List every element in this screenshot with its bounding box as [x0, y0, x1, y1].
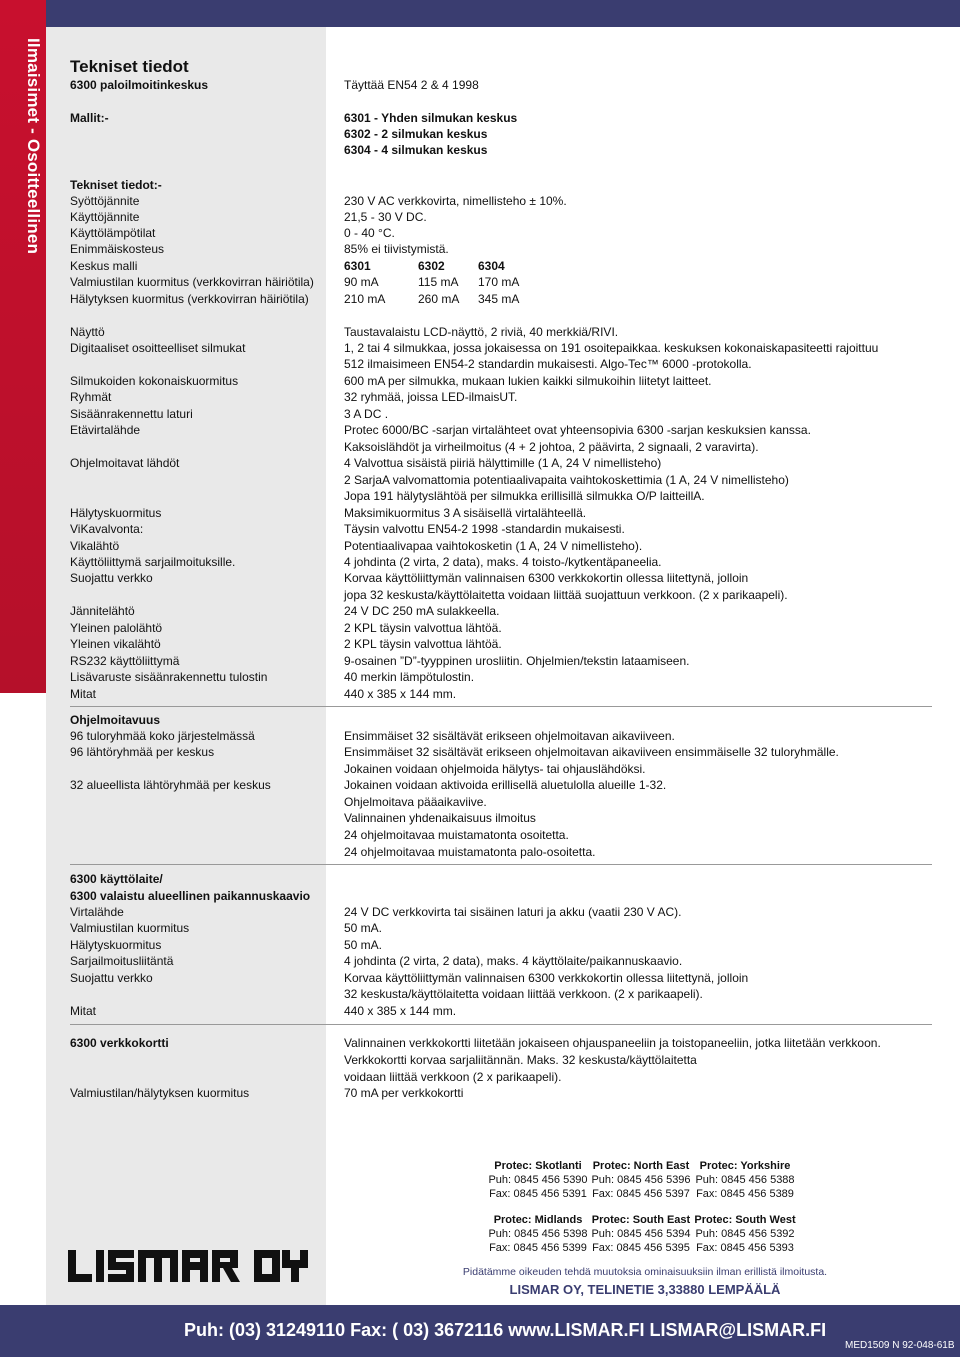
network-label: Valmiustilan/hälytyksen kuormitus: [70, 1086, 250, 1100]
feature-value: 24 V DC 250 mA sulakkeella.: [344, 604, 500, 618]
lismar-logo: [68, 1248, 308, 1284]
feature-label: Digitaaliset osoitteelliset silmukat: [70, 341, 246, 355]
contact-block: [586, 1213, 696, 1255]
model-col: 6301: [344, 259, 371, 273]
programming-value: Ohjelmoitava pääaikaviive.: [344, 795, 487, 809]
feature-label: Vikalähtö: [70, 539, 120, 553]
feature-label: ViKavalvonta:: [70, 522, 144, 536]
programming-value: 24 ohjelmoitavaa muistamatonta osoitetta.: [344, 828, 569, 842]
feature-label: Ryhmät: [70, 390, 112, 404]
contact-name: Protec: Midlands: [493, 1214, 583, 1226]
divider: [70, 1024, 932, 1025]
contact-phone: Puh: 0845 456 5396: [591, 1174, 691, 1186]
feature-value: 600 mA per silmukka, mukaan lukien kaikki silmukoihin liitetyt laitteet.: [344, 374, 712, 388]
programming-label: 96 lähtöryhmää per keskus: [70, 745, 215, 759]
feature-value: 2 KPL täysin valvottua lähtöä.: [344, 621, 502, 635]
terminal-value: 24 V DC verkkovirta tai sisäinen laturi ja akku (vaatii 230 V AC).: [344, 905, 682, 919]
terminal-label: Virtalähde: [70, 905, 124, 919]
network-value: 70 mA per verkkokortti: [344, 1086, 464, 1100]
programming-value: Jokainen voidaan aktivoida erillisellä aluetulolla alueille 1-32.: [344, 778, 667, 792]
contact-fax: Fax: 0845 456 5395: [592, 1242, 690, 1254]
page-title: Tekniset tiedot: [70, 57, 189, 76]
feature-value: jopa 32 keskusta/käyttölaitetta voidaan liittää suojattuun verkkoon. (2 x parikaapeli).: [344, 588, 788, 602]
contact-name: Protec: North East: [592, 1160, 690, 1172]
tech-label: Käyttöjännite: [70, 210, 140, 224]
feature-value: 9-osainen ”D”-tyyppinen urosliitin. Ohjelmien/tekstin lataamiseen.: [344, 654, 690, 668]
programming-heading: Ohjelmoitavuus: [70, 713, 161, 727]
model-row-label: Keskus malli: [70, 259, 138, 273]
network-heading: 6300 verkkokortti: [70, 1036, 169, 1050]
feature-label: Käyttöliittymä sarjailmoituksille.: [70, 555, 236, 569]
divider: [70, 864, 932, 865]
contact-fax: Fax: 0845 456 5391: [489, 1188, 587, 1200]
tech-label: Syöttöjännite: [70, 194, 140, 208]
feature-label: Mitat: [70, 687, 97, 701]
feature-value: Potentiaalivapaa vaihtokosketin (1 A, 24 V nimellisteho).: [344, 539, 643, 553]
standard-text: Täyttää EN54 2 & 4 1998: [344, 78, 479, 92]
programming-value: Ensimmäiset 32 sisältävät erikseen ohjelmoitavan aikaviiveen.: [344, 729, 675, 743]
terminal-heading: 6300 käyttölaite/: [70, 872, 163, 886]
programming-label: 96 tuloryhmää koko järjestelmässä: [70, 729, 255, 743]
contact-phone: Puh: 0845 456 5390: [488, 1174, 588, 1186]
model-item: 6304 - 4 silmukan keskus: [344, 143, 488, 157]
programming-value: 24 ohjelmoitavaa muistamatonta palo-osoitetta.: [344, 845, 596, 859]
contact-phone: Puh: 0845 456 5398: [488, 1228, 588, 1240]
terminal-value: Korvaa käyttöliittymän valinnaisen 6300 verkkokortin ollessa liitettynä, jolloin: [344, 971, 749, 985]
network-value: Valinnainen verkkokortti liitetään jokaiseen ohjauspaneeliin ja toistopaneeliin, jotka liitetään verkkoon.: [344, 1036, 881, 1050]
disclaimer: Pidätämme oikeuden tehdä muutoksia ominaisuuksiin ilman erillistä ilmoitusta.: [462, 1266, 828, 1278]
company-address: LISMAR OY, TELINETIE 3,33880 LEMPÄÄLÄ: [509, 1282, 781, 1297]
contact-block: [483, 1213, 593, 1255]
document-code: MED1509 N 92-048-61B: [845, 1340, 955, 1351]
contact-phone: Puh: 0845 456 5388: [695, 1174, 795, 1186]
divider: [70, 706, 932, 707]
model-item: 6301 - Yhden silmukan keskus: [344, 111, 518, 125]
terminal-label: Valmiustilan kuormitus: [70, 921, 190, 935]
feature-value: 4 johdinta (2 virta, 2 data), maks. 4 toisto-/kytkentäpaneelia.: [344, 555, 662, 569]
contact-fax: Fax: 0845 456 5389: [696, 1188, 794, 1200]
terminal-value: 50 mA.: [344, 938, 383, 952]
tech-label: Käyttölämpötilat: [70, 226, 156, 240]
models-label: Mallit:-: [70, 111, 109, 125]
tech-heading: Tekniset tiedot:-: [70, 178, 162, 192]
feature-value: 32 ryhmää, joissa LED-ilmaisUT.: [344, 390, 518, 404]
feature-value: 3 A DC .: [344, 407, 389, 421]
contact-phone: Puh: 0845 456 5392: [695, 1228, 795, 1240]
terminal-heading: 6300 valaistu alueellinen paikannuskaavio: [70, 889, 311, 903]
contact-block: [690, 1213, 800, 1255]
quiescent-label: Valmiustilan kuormitus (verkkovirran häiriötila): [70, 275, 314, 289]
model-item: 6302 - 2 silmukan keskus: [344, 127, 488, 141]
load-value: 90 mA: [344, 275, 379, 289]
contact-name: Protec: South West: [694, 1214, 796, 1226]
feature-label: Silmukoiden kokonaiskuormitus: [70, 374, 239, 388]
model-row-values: [344, 258, 505, 274]
load-value: 345 mA: [478, 292, 520, 306]
programming-value: Valinnainen yhdenaikaisuus ilmoitus: [344, 811, 536, 825]
feature-value: Jopa 191 hälytyslähtöä per silmukka erillisillä silmukka O/P laitteillA.: [344, 489, 705, 503]
contact-phone: Puh: 0845 456 5394: [591, 1228, 691, 1240]
alarm-label: Hälytyksen kuormitus (verkkovirran häiriötila): [70, 292, 309, 306]
tech-value: 0 - 40 °C.: [344, 226, 395, 240]
quiescent-values: [344, 274, 519, 290]
terminal-label: Suojattu verkko: [70, 971, 153, 985]
terminal-value: 440 x 385 x 144 mm.: [344, 1004, 457, 1018]
contact-name: Protec: South East: [591, 1214, 691, 1226]
load-value: 170 mA: [478, 275, 520, 289]
terminal-label: Hälytyskuormitus: [70, 938, 162, 952]
feature-value: 2 KPL täysin valvottua lähtöä.: [344, 637, 502, 651]
tech-value: 230 V AC verkkovirta, nimellisteho ± 10%.: [344, 194, 567, 208]
feature-label: Yleinen vikalähtö: [70, 637, 161, 651]
alarm-values: [344, 291, 519, 307]
contact-block: [690, 1159, 800, 1201]
feature-value: Taustavalaistu LCD-näyttö, 2 riviä, 40 merkkiä/RIVI.: [344, 325, 619, 339]
programming-value: Jokainen voidaan ohjelmoida hälytys- tai ohjauslähdöksi.: [344, 762, 646, 776]
feature-label: Sisäänrakennettu laturi: [70, 407, 193, 421]
feature-label: Suojattu verkko: [70, 571, 153, 585]
contact-name: Protec: Yorkshire: [699, 1160, 791, 1172]
feature-label: Ohjelmoitavat lähdöt: [70, 456, 180, 470]
feature-value: 2 SarjaA valvomattomia potentiaalivapaita vaihtokoskettimia (1 A, 24 V nimellisteho): [344, 473, 789, 487]
feature-label: Jännitelähtö: [70, 604, 135, 618]
feature-label: Lisävaruste sisäänrakennettu tulostin: [70, 670, 268, 684]
programming-label: 32 alueellista lähtöryhmää per keskus: [70, 778, 271, 792]
side-label: Ilmaisimet - Osoitteellinen: [24, 38, 43, 255]
feature-value: Korvaa käyttöliittymän valinnaisen 6300 verkkokortin ollessa liitettynä, jolloin: [344, 571, 749, 585]
feature-value: 512 ilmaisimeen EN54-2 standardin mukaisesti. Algo-Tec™ 6000 -protokolla.: [344, 357, 752, 371]
contact-name: Protec: Skotlanti: [494, 1160, 582, 1172]
terminal-value: 4 johdinta (2 virta, 2 data), maks. 4 käyttölaite/paikannuskaavio.: [344, 954, 683, 968]
contact-block: [483, 1159, 593, 1201]
contact-fax: Fax: 0845 456 5397: [592, 1188, 690, 1200]
footer-contact: Puh: (03) 31249110 Fax: ( 03) 3672116 www.LISMAR.FI LISMAR@LISMAR.FI: [184, 1320, 827, 1340]
load-value: 210 mA: [344, 292, 386, 306]
load-value: 115 mA: [418, 275, 459, 289]
feature-value: Maksimikuormitus 3 A sisäisellä virtalähteellä.: [344, 506, 587, 520]
feature-value: 4 Valvottua sisäistä piiriä hälyttimille (1 A, 24 V nimellisteho): [344, 456, 662, 470]
terminal-value: 32 keskusta/käyttölaitetta voidaan liittää verkkoon. (2 x parikaapeli).: [344, 987, 703, 1001]
model-col: 6304: [478, 259, 505, 273]
terminal-value: 50 mA.: [344, 921, 383, 935]
feature-value: Kaksoislähdöt ja virheilmoitus (4 + 2 johtoa, 2 päävirta, 2 signaali, 2 varavirta).: [344, 440, 759, 454]
terminal-label: Sarjailmoitusliitäntä: [70, 954, 174, 968]
feature-label: Näyttö: [70, 325, 105, 339]
contact-block: [586, 1159, 696, 1201]
contact-fax: Fax: 0845 456 5393: [696, 1242, 794, 1254]
product-name: 6300 paloilmoitinkeskus: [70, 78, 209, 92]
feature-value: 1, 2 tai 4 silmukkaa, jossa jokaisessa on 191 osoitepaikkaa. keskuksen kokonaiskapasiteetti rajoittuu: [344, 341, 879, 355]
feature-value: 440 x 385 x 144 mm.: [344, 687, 457, 701]
tech-value: 85% ei tiivistymistä.: [344, 242, 449, 256]
feature-value: Täysin valvottu EN54-2 1998 -standardin mukaisesti.: [344, 522, 625, 536]
tech-value: 21,5 - 30 V DC.: [344, 210, 427, 224]
network-value: Verkkokortti korvaa sarjaliitännän. Maks. 32 keskusta/käyttölaitetta: [344, 1053, 697, 1067]
model-col: 6302: [418, 259, 445, 273]
feature-label: Yleinen palolähtö: [70, 621, 163, 635]
terminal-label: Mitat: [70, 1004, 97, 1018]
feature-label: Etävirtalähde: [70, 423, 141, 437]
tech-label: Enimmäiskosteus: [70, 242, 165, 256]
feature-value: Protec 6000/BC -sarjan virtalähteet ovat yhteensopivia 6300 -sarjan keskuksien kanssa.: [344, 423, 811, 437]
contact-fax: Fax: 0845 456 5399: [489, 1242, 587, 1254]
feature-label: Hälytyskuormitus: [70, 506, 162, 520]
load-value: 260 mA: [418, 292, 460, 306]
programming-value: Ensimmäiset 32 sisältävät erikseen ohjelmoitavan aikaviiveen ensimmäiselle 32 tuloryhmälle.: [344, 745, 839, 759]
network-value: voidaan liittää verkkoon (2 x parikaapeli).: [344, 1070, 562, 1084]
feature-value: 40 merkin lämpötulostin.: [344, 670, 475, 684]
feature-label: RS232 käyttöliittymä: [70, 654, 180, 668]
